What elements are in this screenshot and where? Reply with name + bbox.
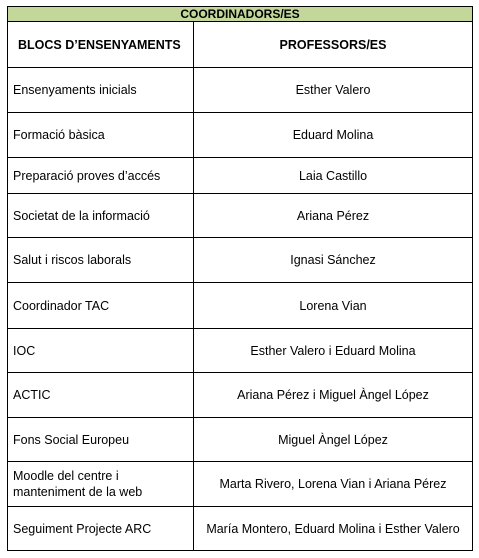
teachers-cell: Lorena Vian bbox=[194, 283, 473, 329]
header-teachers: PROFESSORS/ES bbox=[194, 22, 473, 68]
teachers-cell: Miguel Àngel López bbox=[194, 418, 473, 462]
table-row bbox=[8, 507, 473, 551]
block-cell: Preparació proves d’accés bbox=[8, 158, 194, 194]
table-row bbox=[8, 113, 473, 158]
block-cell: Ensenyaments inicials bbox=[8, 68, 194, 113]
header-row bbox=[8, 22, 473, 68]
teachers-cell: Ariana Pérez bbox=[194, 194, 473, 238]
table-title: COORDINADORS/ES bbox=[8, 7, 473, 22]
teachers-cell: Esther Valero bbox=[194, 68, 473, 113]
block-cell: Seguiment Projecte ARC bbox=[8, 507, 194, 551]
table-row bbox=[8, 373, 473, 418]
teachers-cell: Ariana Pérez i Miguel Àngel López bbox=[194, 373, 473, 418]
block-cell: Salut i riscos laborals bbox=[8, 238, 194, 283]
block-cell: ACTIC bbox=[8, 373, 194, 418]
table-row bbox=[8, 462, 473, 507]
header-blocks: BLOCS D’ENSENYAMENTS bbox=[8, 22, 194, 68]
teachers-cell: Laia Castillo bbox=[194, 158, 473, 194]
block-cell: Formació bàsica bbox=[8, 113, 194, 158]
block-cell: IOC bbox=[8, 329, 194, 373]
table-row bbox=[8, 158, 473, 194]
teachers-cell: María Montero, Eduard Molina i Esther Valero bbox=[194, 507, 473, 551]
block-cell: Moodle del centre i manteniment de la web bbox=[8, 462, 194, 507]
teachers-cell: Ignasi Sánchez bbox=[194, 238, 473, 283]
block-cell: Societat de la informació bbox=[8, 194, 194, 238]
table-row bbox=[8, 329, 473, 373]
table-row bbox=[8, 238, 473, 283]
table-row bbox=[8, 68, 473, 113]
coordinators-table bbox=[7, 6, 473, 551]
teachers-cell: Eduard Molina bbox=[194, 113, 473, 158]
title-row bbox=[8, 7, 473, 22]
teachers-cell: Marta Rivero, Lorena Vian i Ariana Pérez bbox=[194, 462, 473, 507]
table-row bbox=[8, 283, 473, 329]
block-cell: Fons Social Europeu bbox=[8, 418, 194, 462]
teachers-cell: Esther Valero i Eduard Molina bbox=[194, 329, 473, 373]
table-row bbox=[8, 194, 473, 238]
table-row bbox=[8, 418, 473, 462]
block-cell: Coordinador TAC bbox=[8, 283, 194, 329]
